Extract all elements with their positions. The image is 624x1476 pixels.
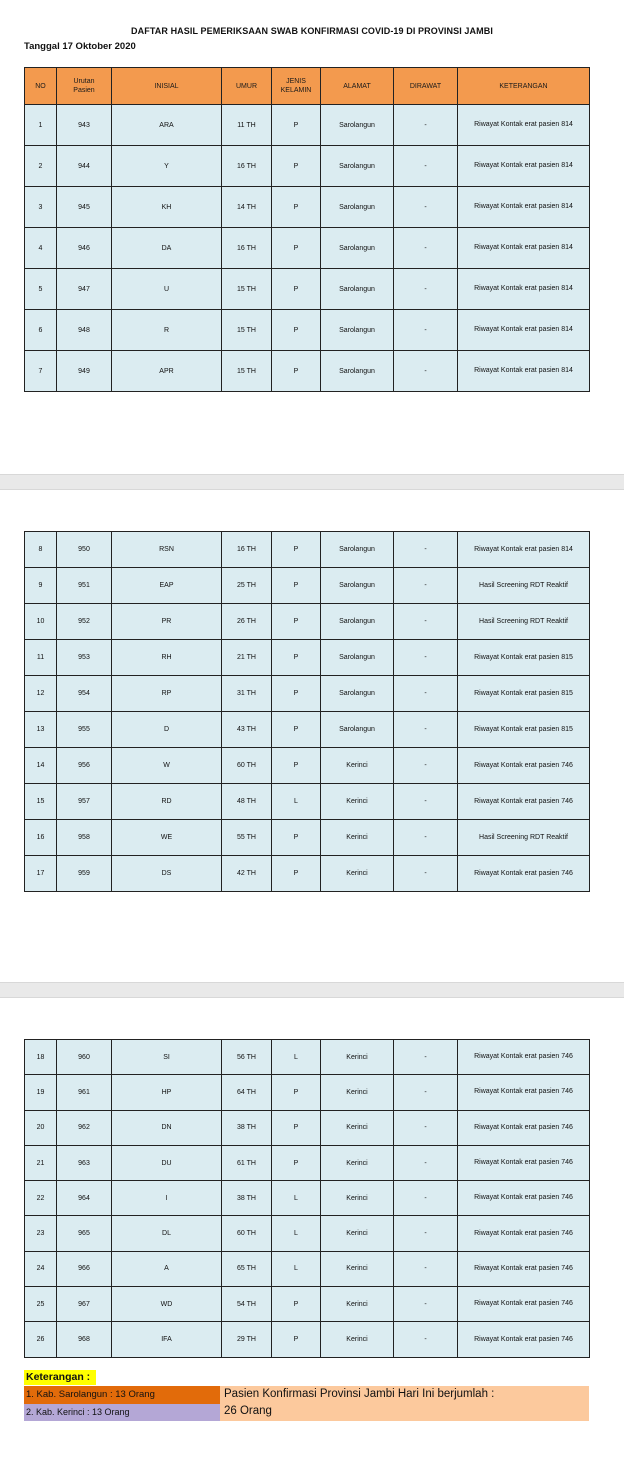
table-row: [25, 676, 590, 712]
summary-label: Keterangan :: [24, 1370, 96, 1385]
table-row: [25, 1181, 590, 1216]
table-row: [25, 712, 590, 748]
cell-keterangan: Riwayat Kontak erat pasien 814: [458, 105, 590, 146]
summary-total-label: Pasien Konfirmasi Provinsi Jambi Hari Ini berjumlah :: [224, 1388, 495, 1400]
cell-dirawat: -: [394, 640, 458, 676]
cell-no: 11: [25, 640, 57, 676]
cell-no: 14: [25, 748, 57, 784]
cell-jenis-kelamin: P: [272, 856, 321, 892]
cell-inisial: RD: [112, 784, 222, 820]
cell-no: 5: [25, 269, 57, 310]
cell-inisial: I: [112, 1181, 222, 1216]
cell-alamat: Kerinci: [321, 820, 394, 856]
cell-urutan: 955: [57, 712, 112, 748]
table-row: [25, 1040, 590, 1075]
cell-keterangan: Riwayat Kontak erat pasien 814: [458, 269, 590, 310]
table-row: [25, 1110, 590, 1145]
cell-inisial: SI: [112, 1040, 222, 1075]
cell-jenis-kelamin: P: [272, 1287, 321, 1322]
cell-jenis-kelamin: P: [272, 532, 321, 568]
cell-urutan: 956: [57, 748, 112, 784]
page-separator: [0, 474, 624, 490]
cell-inisial: DN: [112, 1110, 222, 1145]
cell-urutan: 966: [57, 1251, 112, 1286]
header-no: NO: [25, 68, 57, 105]
cell-keterangan: Riwayat Kontak erat pasien 814: [458, 146, 590, 187]
cell-inisial: WE: [112, 820, 222, 856]
table-row: [25, 856, 590, 892]
cell-keterangan: Riwayat Kontak erat pasien 746: [458, 1251, 590, 1286]
cell-jenis-kelamin: P: [272, 105, 321, 146]
cell-jenis-kelamin: P: [272, 310, 321, 351]
summary-total-value: 26 Orang: [224, 1405, 272, 1417]
cell-umur: 16 TH: [222, 228, 272, 269]
header-keterangan: KETERANGAN: [458, 68, 590, 105]
cell-umur: 25 TH: [222, 568, 272, 604]
table-row: [25, 1322, 590, 1357]
cell-no: 26: [25, 1322, 57, 1357]
cell-umur: 31 TH: [222, 676, 272, 712]
cell-inisial: DA: [112, 228, 222, 269]
cell-umur: 15 TH: [222, 351, 272, 392]
cell-jenis-kelamin: P: [272, 187, 321, 228]
summary-sarolangun: 1. Kab. Sarolangun : 13 Orang: [24, 1386, 220, 1404]
cell-alamat: Sarolangun: [321, 269, 394, 310]
cell-inisial: W: [112, 748, 222, 784]
cell-inisial: DS: [112, 856, 222, 892]
cell-keterangan: Riwayat Kontak erat pasien 815: [458, 712, 590, 748]
cell-no: 13: [25, 712, 57, 748]
cell-urutan: 948: [57, 310, 112, 351]
cell-alamat: Sarolangun: [321, 187, 394, 228]
table-row: [25, 604, 590, 640]
cell-urutan: 960: [57, 1040, 112, 1075]
cell-umur: 15 TH: [222, 310, 272, 351]
table-body: [25, 105, 590, 392]
cell-dirawat: -: [394, 1322, 458, 1357]
cell-alamat: Sarolangun: [321, 568, 394, 604]
cell-keterangan: Riwayat Kontak erat pasien 746: [458, 1075, 590, 1110]
cell-urutan: 951: [57, 568, 112, 604]
cell-no: 23: [25, 1216, 57, 1251]
table-row: [25, 1251, 590, 1286]
cell-dirawat: -: [394, 604, 458, 640]
cell-no: 3: [25, 187, 57, 228]
cell-alamat: Kerinci: [321, 1110, 394, 1145]
cell-keterangan: Hasil Screening RDT Reaktif: [458, 820, 590, 856]
cell-inisial: A: [112, 1251, 222, 1286]
cell-urutan: 965: [57, 1216, 112, 1251]
page-title: DAFTAR HASIL PEMERIKSAAN SWAB KONFIRMASI COVID-19 DI PROVINSI JAMBI: [131, 26, 493, 36]
cell-jenis-kelamin: P: [272, 351, 321, 392]
cell-keterangan: Hasil Screening RDT Reaktif: [458, 604, 590, 640]
cell-umur: 55 TH: [222, 820, 272, 856]
cell-no: 4: [25, 228, 57, 269]
cell-alamat: Sarolangun: [321, 351, 394, 392]
patient-table-page-3: [24, 1039, 590, 1358]
cell-umur: 54 TH: [222, 1287, 272, 1322]
table-row: [25, 146, 590, 187]
cell-no: 18: [25, 1040, 57, 1075]
cell-no: 16: [25, 820, 57, 856]
cell-umur: 65 TH: [222, 1251, 272, 1286]
cell-keterangan: Riwayat Kontak erat pasien 746: [458, 1181, 590, 1216]
cell-dirawat: -: [394, 310, 458, 351]
header-inisial: INISIAL: [112, 68, 222, 105]
cell-no: 12: [25, 676, 57, 712]
cell-no: 21: [25, 1145, 57, 1180]
cell-keterangan: Riwayat Kontak erat pasien 814: [458, 228, 590, 269]
cell-dirawat: -: [394, 748, 458, 784]
cell-alamat: Sarolangun: [321, 310, 394, 351]
cell-no: 2: [25, 146, 57, 187]
cell-alamat: Kerinci: [321, 1181, 394, 1216]
report-date: Tanggal 17 Oktober 2020: [24, 41, 136, 52]
cell-jenis-kelamin: P: [272, 640, 321, 676]
cell-urutan: 952: [57, 604, 112, 640]
cell-umur: 29 TH: [222, 1322, 272, 1357]
cell-jenis-kelamin: L: [272, 1216, 321, 1251]
cell-jenis-kelamin: P: [272, 228, 321, 269]
cell-dirawat: -: [394, 532, 458, 568]
cell-inisial: RH: [112, 640, 222, 676]
cell-urutan: 959: [57, 856, 112, 892]
cell-urutan: 957: [57, 784, 112, 820]
table-body: [25, 1040, 590, 1358]
cell-jenis-kelamin: P: [272, 712, 321, 748]
cell-dirawat: -: [394, 228, 458, 269]
cell-alamat: Kerinci: [321, 1216, 394, 1251]
cell-urutan: 961: [57, 1075, 112, 1110]
cell-no: 22: [25, 1181, 57, 1216]
cell-umur: 43 TH: [222, 712, 272, 748]
cell-alamat: Kerinci: [321, 1075, 394, 1110]
table-row: [25, 568, 590, 604]
cell-dirawat: -: [394, 1287, 458, 1322]
cell-dirawat: -: [394, 568, 458, 604]
cell-dirawat: -: [394, 1181, 458, 1216]
cell-keterangan: Riwayat Kontak erat pasien 746: [458, 784, 590, 820]
cell-jenis-kelamin: P: [272, 568, 321, 604]
cell-keterangan: Riwayat Kontak erat pasien 814: [458, 310, 590, 351]
cell-inisial: R: [112, 310, 222, 351]
cell-no: 10: [25, 604, 57, 640]
cell-umur: 64 TH: [222, 1075, 272, 1110]
table-row: [25, 1287, 590, 1322]
cell-no: 15: [25, 784, 57, 820]
cell-jenis-kelamin: P: [272, 820, 321, 856]
table-row: [25, 269, 590, 310]
cell-urutan: 943: [57, 105, 112, 146]
cell-urutan: 968: [57, 1322, 112, 1357]
cell-urutan: 953: [57, 640, 112, 676]
cell-urutan: 954: [57, 676, 112, 712]
cell-umur: 21 TH: [222, 640, 272, 676]
cell-urutan: 950: [57, 532, 112, 568]
table-row: [25, 748, 590, 784]
cell-keterangan: Riwayat Kontak erat pasien 746: [458, 856, 590, 892]
cell-alamat: Kerinci: [321, 748, 394, 784]
cell-alamat: Kerinci: [321, 784, 394, 820]
cell-jenis-kelamin: P: [272, 269, 321, 310]
cell-keterangan: Riwayat Kontak erat pasien 746: [458, 1287, 590, 1322]
cell-inisial: PR: [112, 604, 222, 640]
cell-keterangan: Riwayat Kontak erat pasien 746: [458, 1110, 590, 1145]
cell-jenis-kelamin: P: [272, 676, 321, 712]
cell-alamat: Sarolangun: [321, 228, 394, 269]
cell-urutan: 944: [57, 146, 112, 187]
cell-umur: 60 TH: [222, 748, 272, 784]
header-umur: UMUR: [222, 68, 272, 105]
cell-alamat: Kerinci: [321, 1287, 394, 1322]
cell-dirawat: -: [394, 269, 458, 310]
cell-jenis-kelamin: L: [272, 1040, 321, 1075]
cell-inisial: ARA: [112, 105, 222, 146]
cell-umur: 16 TH: [222, 146, 272, 187]
cell-umur: 48 TH: [222, 784, 272, 820]
cell-inisial: RP: [112, 676, 222, 712]
cell-alamat: Kerinci: [321, 1322, 394, 1357]
cell-inisial: IFA: [112, 1322, 222, 1357]
header-jenis-kelamin: JENIS KELAMIN: [272, 68, 321, 105]
cell-jenis-kelamin: L: [272, 1251, 321, 1286]
cell-jenis-kelamin: P: [272, 1322, 321, 1357]
cell-dirawat: -: [394, 676, 458, 712]
cell-no: 7: [25, 351, 57, 392]
table-row: [25, 228, 590, 269]
table-row: [25, 532, 590, 568]
cell-no: 6: [25, 310, 57, 351]
cell-umur: 26 TH: [222, 604, 272, 640]
cell-urutan: 967: [57, 1287, 112, 1322]
table-row: [25, 640, 590, 676]
cell-urutan: 958: [57, 820, 112, 856]
cell-inisial: KH: [112, 187, 222, 228]
cell-no: 25: [25, 1287, 57, 1322]
cell-no: 9: [25, 568, 57, 604]
cell-urutan: 945: [57, 187, 112, 228]
cell-dirawat: -: [394, 187, 458, 228]
cell-alamat: Sarolangun: [321, 712, 394, 748]
cell-alamat: Sarolangun: [321, 604, 394, 640]
cell-dirawat: -: [394, 351, 458, 392]
cell-inisial: DL: [112, 1216, 222, 1251]
cell-inisial: EAP: [112, 568, 222, 604]
cell-urutan: 962: [57, 1110, 112, 1145]
cell-urutan: 964: [57, 1181, 112, 1216]
header-alamat: ALAMAT: [321, 68, 394, 105]
cell-dirawat: -: [394, 1145, 458, 1180]
cell-no: 1: [25, 105, 57, 146]
cell-dirawat: -: [394, 856, 458, 892]
cell-inisial: APR: [112, 351, 222, 392]
header-urutan: Urutan Pasien: [57, 68, 112, 105]
cell-dirawat: -: [394, 1251, 458, 1286]
cell-keterangan: Riwayat Kontak erat pasien 746: [458, 1040, 590, 1075]
cell-jenis-kelamin: P: [272, 146, 321, 187]
cell-alamat: Sarolangun: [321, 105, 394, 146]
table-row: [25, 1216, 590, 1251]
cell-urutan: 949: [57, 351, 112, 392]
cell-dirawat: -: [394, 784, 458, 820]
cell-umur: 42 TH: [222, 856, 272, 892]
cell-keterangan: Riwayat Kontak erat pasien 815: [458, 640, 590, 676]
cell-dirawat: -: [394, 1075, 458, 1110]
cell-alamat: Sarolangun: [321, 676, 394, 712]
cell-no: 17: [25, 856, 57, 892]
cell-umur: 14 TH: [222, 187, 272, 228]
cell-umur: 60 TH: [222, 1216, 272, 1251]
header-dirawat: DIRAWAT: [394, 68, 458, 105]
cell-inisial: Y: [112, 146, 222, 187]
cell-umur: 38 TH: [222, 1110, 272, 1145]
cell-jenis-kelamin: P: [272, 748, 321, 784]
cell-dirawat: -: [394, 820, 458, 856]
table-row: [25, 820, 590, 856]
table-body: [25, 532, 590, 892]
cell-dirawat: -: [394, 1110, 458, 1145]
cell-alamat: Kerinci: [321, 1251, 394, 1286]
cell-umur: 56 TH: [222, 1040, 272, 1075]
cell-dirawat: -: [394, 105, 458, 146]
cell-jenis-kelamin: P: [272, 1145, 321, 1180]
cell-inisial: D: [112, 712, 222, 748]
cell-jenis-kelamin: L: [272, 784, 321, 820]
cell-keterangan: Riwayat Kontak erat pasien 814: [458, 187, 590, 228]
cell-keterangan: Riwayat Kontak erat pasien 814: [458, 351, 590, 392]
cell-jenis-kelamin: P: [272, 604, 321, 640]
patient-table-page-2: [24, 531, 590, 892]
table-row: [25, 310, 590, 351]
table-row: [25, 187, 590, 228]
table-row: [25, 784, 590, 820]
cell-keterangan: Riwayat Kontak erat pasien 746: [458, 1322, 590, 1357]
table-row: [25, 1145, 590, 1180]
cell-alamat: Sarolangun: [321, 146, 394, 187]
cell-inisial: RSN: [112, 532, 222, 568]
cell-umur: 38 TH: [222, 1181, 272, 1216]
cell-keterangan: Riwayat Kontak erat pasien 746: [458, 748, 590, 784]
cell-dirawat: -: [394, 146, 458, 187]
cell-alamat: Kerinci: [321, 1040, 394, 1075]
page-separator: [0, 982, 624, 998]
cell-inisial: U: [112, 269, 222, 310]
cell-jenis-kelamin: L: [272, 1181, 321, 1216]
cell-alamat: Sarolangun: [321, 640, 394, 676]
cell-urutan: 947: [57, 269, 112, 310]
patient-table-page-1: [24, 67, 590, 392]
cell-dirawat: -: [394, 1216, 458, 1251]
cell-urutan: 963: [57, 1145, 112, 1180]
cell-inisial: WD: [112, 1287, 222, 1322]
cell-jenis-kelamin: P: [272, 1110, 321, 1145]
summary-total-box: [220, 1386, 589, 1421]
cell-keterangan: Riwayat Kontak erat pasien 815: [458, 676, 590, 712]
cell-alamat: Kerinci: [321, 856, 394, 892]
summary-kerinci: 2. Kab. Kerinci : 13 Orang: [24, 1404, 220, 1421]
cell-keterangan: Riwayat Kontak erat pasien 746: [458, 1145, 590, 1180]
table-row: [25, 105, 590, 146]
cell-alamat: Kerinci: [321, 1145, 394, 1180]
cell-no: 24: [25, 1251, 57, 1286]
cell-alamat: Sarolangun: [321, 532, 394, 568]
cell-no: 20: [25, 1110, 57, 1145]
cell-no: 8: [25, 532, 57, 568]
cell-dirawat: -: [394, 1040, 458, 1075]
table-row: [25, 351, 590, 392]
cell-keterangan: Riwayat Kontak erat pasien 746: [458, 1216, 590, 1251]
cell-umur: 15 TH: [222, 269, 272, 310]
cell-urutan: 946: [57, 228, 112, 269]
cell-inisial: HP: [112, 1075, 222, 1110]
cell-keterangan: Riwayat Kontak erat pasien 814: [458, 532, 590, 568]
cell-umur: 11 TH: [222, 105, 272, 146]
cell-inisial: DU: [112, 1145, 222, 1180]
cell-no: 19: [25, 1075, 57, 1110]
cell-umur: 16 TH: [222, 532, 272, 568]
cell-keterangan: Hasil Screening RDT Reaktif: [458, 568, 590, 604]
cell-umur: 61 TH: [222, 1145, 272, 1180]
cell-dirawat: -: [394, 712, 458, 748]
cell-jenis-kelamin: P: [272, 1075, 321, 1110]
table-row: [25, 1075, 590, 1110]
